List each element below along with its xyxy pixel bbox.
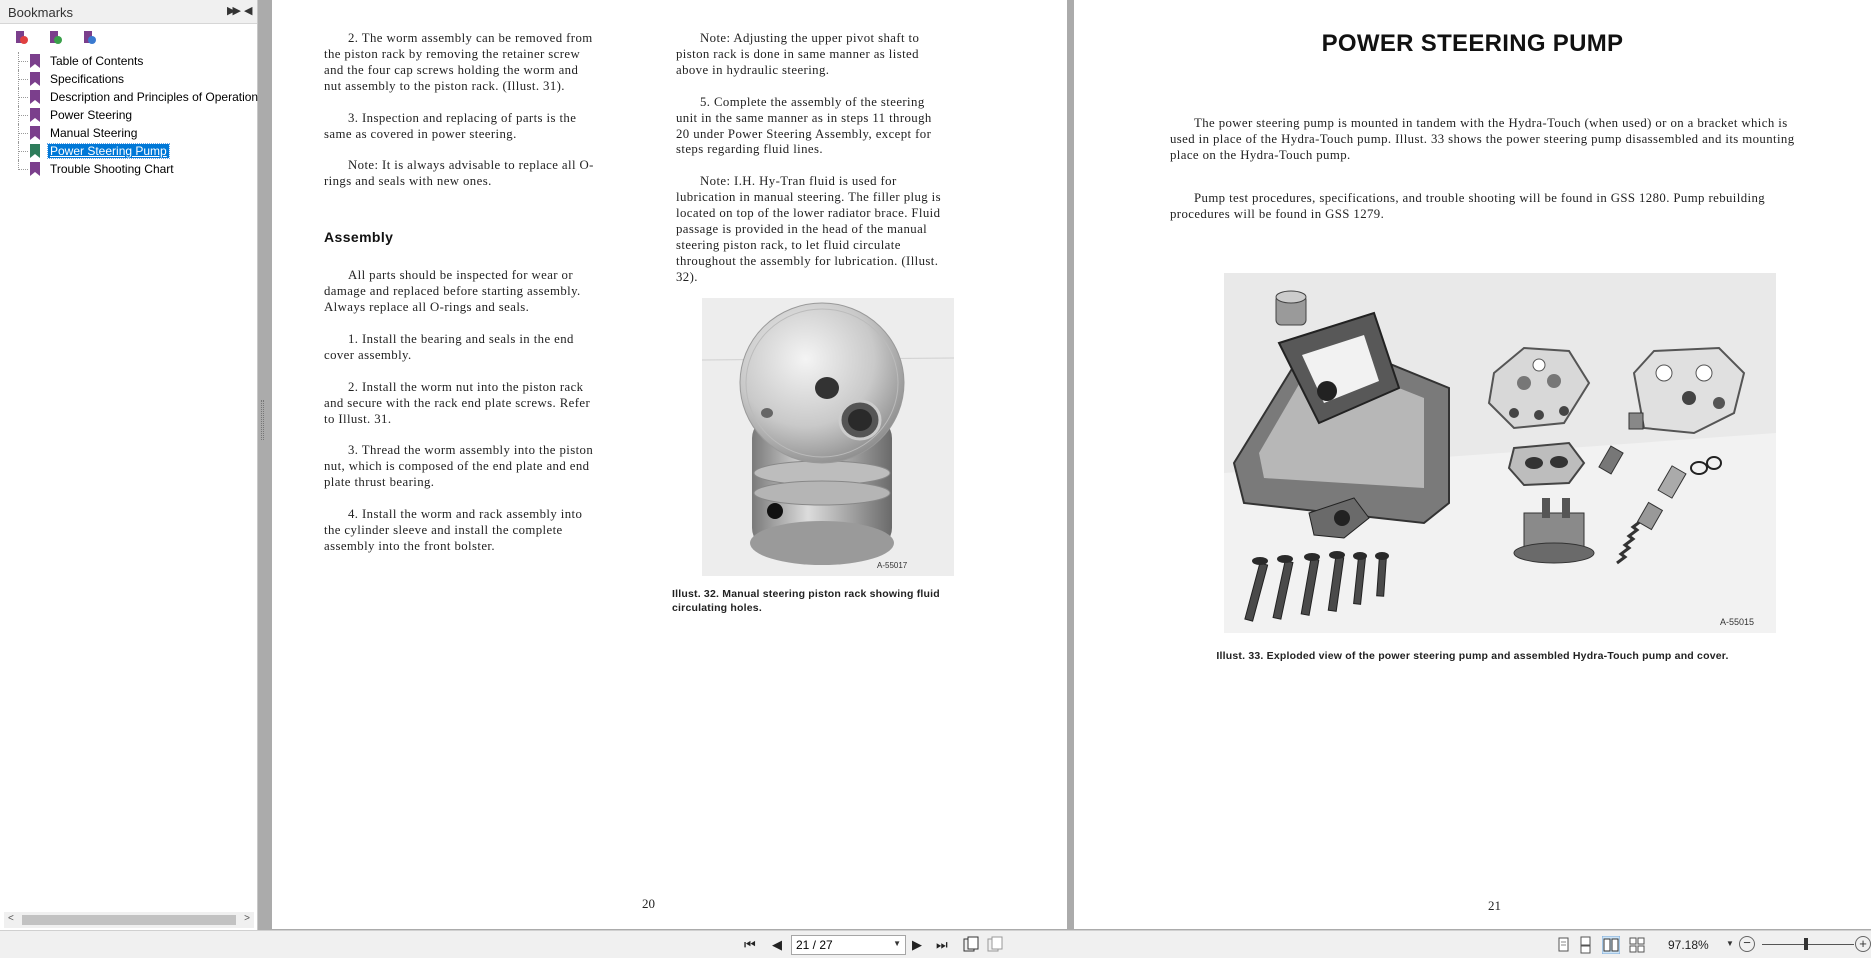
- scroll-right-icon[interactable]: >: [244, 913, 250, 924]
- bookmarks-title: Bookmarks: [8, 5, 74, 20]
- chevron-down-icon[interactable]: ▼: [893, 939, 901, 948]
- fit-page-icon[interactable]: [962, 936, 980, 954]
- illustration-33-caption: Illust. 33. Exploded view of the power steering pump and assembled Hydra-Touch pump and cover.: [1216, 650, 1729, 662]
- chevron-down-icon[interactable]: ▼: [1726, 939, 1734, 948]
- zoom-out-icon[interactable]: −: [1739, 936, 1755, 952]
- paragraph: 5. Complete the assembly of the steering unit in the same manner as in steps 11 through 20 under Power Steering Assembly, except for steps regarding fluid lines.: [676, 94, 932, 157]
- paragraph: 3. Thread the worm assembly into the piston nut, which is composed of the end plate and end plate thrust bearing.: [324, 443, 594, 490]
- bookmark-label: Specifications: [50, 72, 125, 86]
- page-indicator: 21 / 27: [796, 938, 833, 952]
- bookmark-icon: [30, 90, 40, 104]
- bookmark-table-of-contents[interactable]: [0, 52, 256, 70]
- paragraph: 2. Install the worm nut into the piston rack and secure with the rack end plate screws. Refer to Illust. 31.: [324, 379, 591, 426]
- bookmark-icon: [30, 108, 40, 122]
- add-bookmark-icon[interactable]: [48, 30, 64, 46]
- first-page-icon[interactable]: ⏮: [744, 937, 756, 952]
- bookmark-label: Power Steering Pump: [50, 144, 167, 158]
- bookmark-label: Manual Steering: [50, 126, 138, 140]
- single-page-view-icon[interactable]: [1554, 936, 1572, 954]
- bookmarks-panel: [0, 0, 258, 930]
- zoom-in-icon[interactable]: +: [1855, 936, 1871, 952]
- bookmarks-header: [0, 0, 257, 24]
- photo-code: A-55015: [1720, 617, 1755, 627]
- bookmark-icon: [30, 162, 40, 176]
- two-page-continuous-icon[interactable]: [1628, 936, 1646, 954]
- page-21: [1074, 0, 1871, 929]
- bookmarks-horizontal-scrollbar[interactable]: [4, 912, 254, 928]
- continuous-view-icon[interactable]: [1576, 936, 1594, 954]
- paragraph: 3. Inspection and replacing of parts is the same as covered in power steering.: [324, 110, 577, 141]
- note: Note: Adjusting the upper pivot shaft to piston rack is done in same manner as listed above in hydraulic steering.: [676, 31, 920, 77]
- bookmark-icon: [30, 72, 40, 86]
- paragraph: Pump test procedures, specifications, and trouble shooting will be found in GSS 1280. Pump rebuilding procedures will be found in GSS 1279.: [1170, 190, 1766, 221]
- bookmark-icon: [30, 54, 40, 68]
- delete-bookmark-icon[interactable]: [14, 30, 30, 46]
- note: Note: It is always advisable to replace all O-rings and seals with new ones.: [324, 158, 594, 189]
- scrollbar-thumb[interactable]: [22, 915, 236, 925]
- page-number: 20: [642, 896, 655, 911]
- bookmark-label: Description and Principles of Operation: [50, 90, 259, 104]
- zoom-level[interactable]: 97.18%: [1668, 938, 1709, 952]
- page-title: POWER STEERING PUMP: [1321, 30, 1624, 57]
- bookmark-trouble-shooting-chart[interactable]: [0, 160, 256, 178]
- page-number: 21: [1488, 898, 1501, 913]
- zoom-slider[interactable]: [1762, 944, 1854, 945]
- page-20: [272, 0, 1067, 929]
- zoom-slider-thumb[interactable]: [1804, 938, 1808, 950]
- bookmark-power-steering[interactable]: [0, 106, 256, 124]
- paragraph: The power steering pump is mounted in tandem with the Hydra-Touch (when used) or on a bracket which is used in place of the Hydra-Touch pump. Illust. 33 shows the power steering pump disassembled and its mounting place on the Hydra-Touch pump.: [1170, 116, 1795, 162]
- bookmark-icon: [30, 126, 40, 140]
- panel-splitter[interactable]: [258, 0, 272, 930]
- bookmark-label: Trouble Shooting Chart: [50, 162, 174, 176]
- left-column: [324, 31, 594, 555]
- expand-panel-icon[interactable]: ▶▶: [227, 5, 238, 17]
- illustration-32-caption: Illust. 32. Manual steering piston rack showing fluid circulating holes.: [672, 588, 940, 614]
- bookmark-icon: [30, 144, 40, 158]
- bookmark-properties-icon[interactable]: [82, 30, 98, 46]
- paragraph: All parts should be inspected for wear or damage and replaced before starting assembly. Always replace all O-rings and seals.: [324, 268, 581, 314]
- bookmark-label: Power Steering: [50, 108, 133, 122]
- two-page-view-icon[interactable]: [1602, 936, 1620, 954]
- next-page-icon[interactable]: ▶: [912, 937, 922, 952]
- section-heading: Assembly: [324, 229, 394, 246]
- bookmark-specifications[interactable]: [0, 70, 256, 88]
- prev-page-icon[interactable]: ◀: [772, 937, 782, 952]
- illustration-32-photo: [702, 298, 954, 576]
- paragraph: 4. Install the worm and rack assembly into the cylinder sleeve and install the complete assembly into the front bolster.: [324, 507, 583, 553]
- fit-width-icon[interactable]: [986, 936, 1004, 954]
- bookmark-manual-steering[interactable]: [0, 124, 256, 142]
- paragraph: 1. Install the bearing and seals in the end cover assembly.: [324, 331, 574, 362]
- last-page-icon[interactable]: ⏭: [936, 937, 948, 952]
- illustration-33-photo: [1224, 273, 1776, 633]
- note: Note: I.H. Hy-Tran fluid is used for lubrication in manual steering. The filler plug is located on top of the lower radiator brace. Fluid passage is provided in the head of the manual steering piston rack, to let fluid circulate throughout the assembly for lubrication. (Illust. 32).: [676, 174, 941, 284]
- right-column: [676, 31, 944, 286]
- body-text: [1170, 116, 1808, 223]
- bottom-toolbar: [0, 930, 1871, 958]
- bookmark-description[interactable]: [0, 88, 259, 106]
- bookmark-list: [0, 52, 259, 178]
- paragraph: 2. The worm assembly can be removed from the piston rack by removing the retainer screw and the four cap screws holding the worm and nut assembly to the piston rack. (Illust. 31).: [324, 31, 593, 93]
- collapse-panel-icon[interactable]: ◀: [244, 5, 253, 17]
- page-number-input[interactable]: [791, 935, 906, 955]
- bookmark-power-steering-pump[interactable]: [0, 142, 256, 160]
- photo-code: A-55017: [877, 561, 908, 570]
- bookmark-label: Table of Contents: [50, 54, 144, 68]
- scroll-left-icon[interactable]: <: [8, 913, 14, 924]
